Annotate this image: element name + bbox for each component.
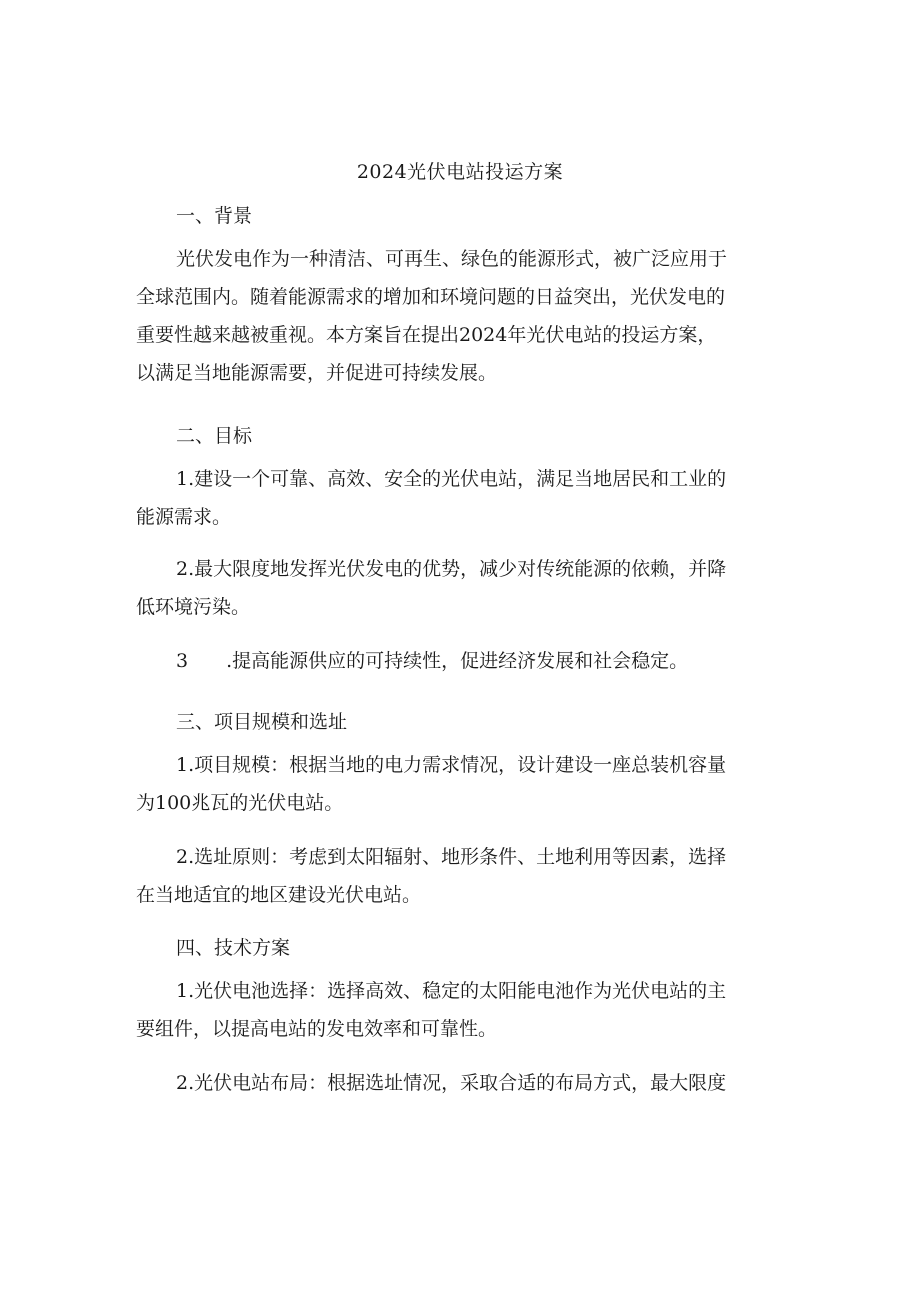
section-heading-background: 一、背景 [176,205,253,227]
text-line: 1.建设一个可靠、高效、安全的光伏电站，满足当地居民和工业的 [176,468,727,490]
paragraph-goal-1 [136,460,776,536]
text-line: 在当地适宜的地区建设光伏电站。 [136,884,422,906]
text-line: 低环境污染。 [136,596,251,618]
text-line: 2.最大限度地发挥光伏发电的优势，减少对传统能源的依赖，并降 [176,558,727,580]
paragraph-layout [136,1064,776,1102]
text-line: 重要性越来越被重视。本方案旨在提出2024年光伏电站的投运方案， [136,324,717,346]
text-line: 3 .提高能源供应的可持续性，促进经济发展和社会稳定。 [176,650,689,672]
paragraph-background [136,240,776,392]
document-title: 2024光伏电站投运方案 [356,161,564,183]
paragraph-goal-2 [136,550,776,626]
text-line: 1.项目规模：根据当地的电力需求情况，设计建设一座总装机容量 [176,754,727,776]
text-line: 光伏发电作为一种清洁、可再生、绿色的能源形式，被广泛应用于 [176,248,728,270]
text-line: 1.光伏电池选择：选择高效、稳定的太阳能电池作为光伏电站的主 [176,980,727,1002]
section-heading-scale-site: 三、项目规模和选址 [176,711,348,733]
text-line: 2.选址原则：考虑到太阳辐射、地形条件、土地利用等因素，选择 [176,846,727,868]
text-line: 2.光伏电站布局：根据选址情况，采取合适的布局方式，最大限度 [176,1072,727,1094]
paragraph-goal-3 [136,642,776,680]
paragraph-site [136,838,776,914]
paragraph-pv-cells [136,972,776,1048]
text-line: 能源需求。 [136,506,232,528]
section-heading-technical: 四、技术方案 [176,937,291,959]
text-line: 以满足当地能源需要，并促进可持续发展。 [136,362,498,384]
text-line: 全球范围内。随着能源需求的增加和环境问题的日益突出，光伏发电的 [136,286,726,308]
text-line: 要组件，以提高电站的发电效率和可靠性。 [136,1018,498,1040]
section-heading-goals: 二、目标 [176,425,253,447]
text-line: 为100兆瓦的光伏电站。 [136,792,344,814]
paragraph-scale [136,746,776,822]
